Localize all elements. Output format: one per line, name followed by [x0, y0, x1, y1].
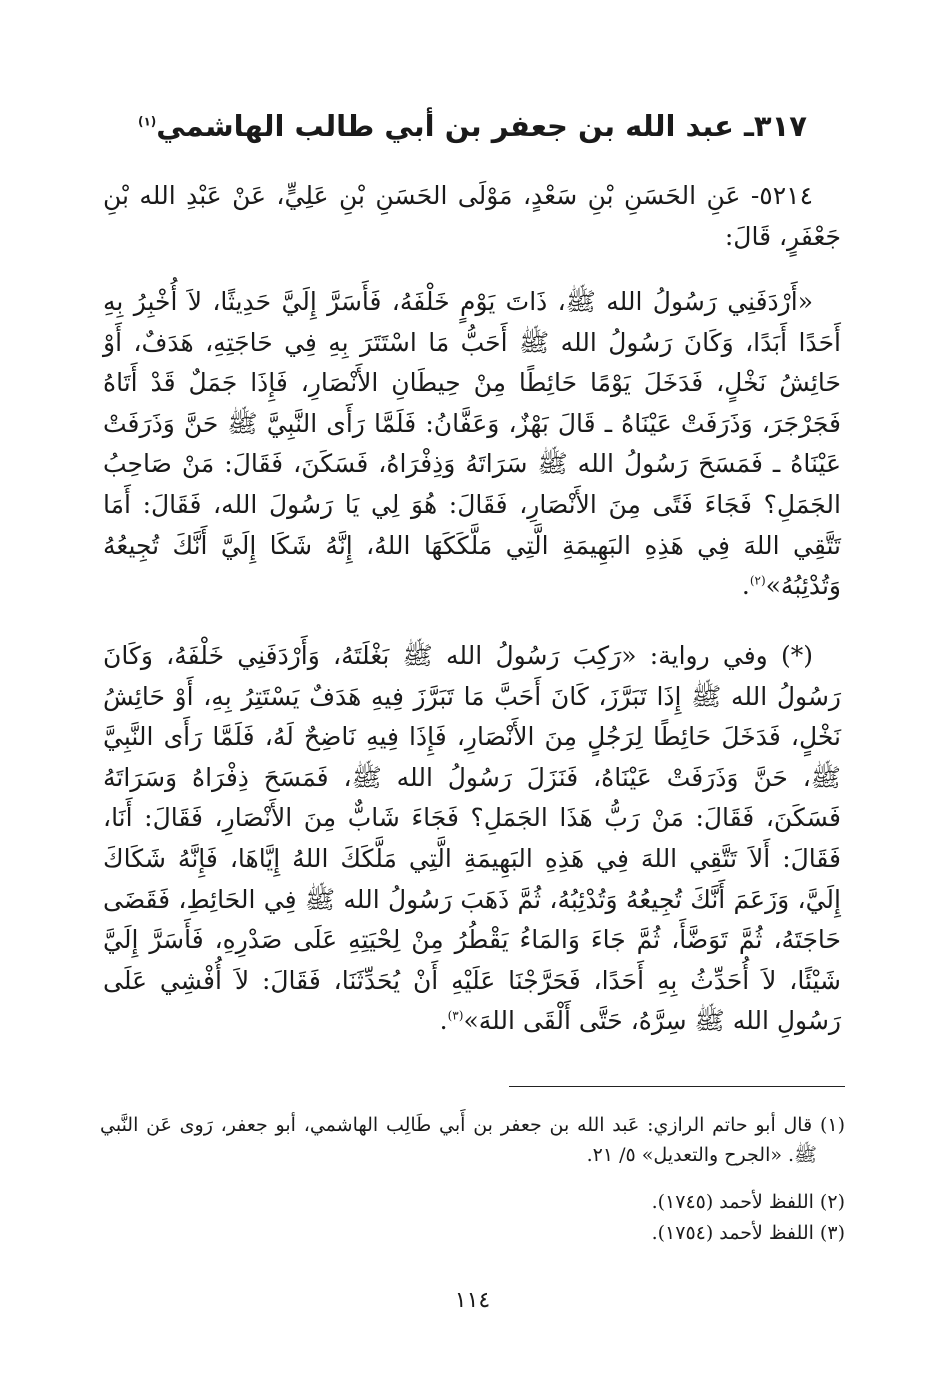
hadith-isnad: [103, 176, 841, 257]
footnote-1-text: (١) قال أبو حاتم الرازي: عَبد الله بن جعفر بن أَبي طَالِب الهاشمي، أبو جعفر، رَوى عَن النَّبي ﷺ. «الجرح والتعديل» ٥/ ٢١.: [100, 1114, 845, 1166]
page-number: ١١٤: [454, 1288, 491, 1313]
alternate-narration: [103, 636, 841, 1042]
heading-title: ٣١٧ـ عبد الله بن جعفر بن أبي طالب الهاشمي: [156, 109, 808, 143]
isnad-paragraph: ٥٢١٤- عَنِ الحَسَنِ بْنِ سَعْدٍ، مَوْلَى الحَسَنِ بْنِ عَلِيٍّ، عَنْ عَبْدِ الله بْنِ جَعْفَرٍ، قَالَ:: [103, 181, 841, 251]
chapter-heading: [100, 104, 845, 148]
footnote-3: [100, 1218, 845, 1248]
footnote-divider: [509, 1086, 845, 1087]
hadith-matn: [103, 282, 841, 607]
matn-text: «أَرْدَفَنِي رَسُولُ الله ﷺ، ذَاتَ يَوْمٍ خَلْفَهُ، فَأَسَرَّ إِلَيَّ حَدِيثًا، لاَ أُخْبِرُ بِهِ أَحَدًا أَبَدًا، وَكَانَ رَسُولُ الله ﷺ أَحَبُّ مَا اسْتَتَرَ بِهِ فِي حَاجَتِهِ، هَدَفٌ، أَوْ حَائِشُ نَخْلٍ، فَدَخَلَ يَوْمًا حَائِطًا مِنْ حِيطَانِ الأَنْصَارِ، فَإِذَا جَمَلٌ قَدْ أَتَاهُ فَجَرْجَرَ، وَذَرَفَتْ عَيْنَاهُ ـ قَالَ بَهْزٌ، وَعَفَّانُ: فَلَمَّا رَأَى النَّبِيَّ ﷺ حَنَّ وَذَرَفَتْ عَيْنَاهُ ـ فَمَسَحَ رَسُولُ الله ﷺ سَرَاتَهُ وَذِفْرَاهُ، فَسَكَنَ، فَقَالَ: مَنْ صَاحِبُ الجَمَلِ؟ فَجَاءَ فَتًى مِنَ الأَنْصَارِ، فَقَالَ: هُوَ لِي يَا رَسُولَ الله، فَقَالَ: أَمَا تَتَّقِي اللهَ فِي هَذِهِ البَهِيمَةِ الَّتِي مَلَّكَكَهَا اللهُ، إِنَّهُ شَكَا إِلَيَّ أَنَّكَ تُجِيعُهُ وَتُدْئِبُهُ»: [103, 287, 842, 601]
narration-paragraph: (*) وفي رواية: «رَكِبَ رَسُولُ الله ﷺ بَغْلَتَهُ، وَأَرْدَفَنِي خَلْفَهُ، وَكَانَ رَسُولُ الله ﷺ إِذَا تَبَرَّزَ، كَانَ أَحَبَّ مَا تَبَرَّزَ فِيهِ هَدَفٌ يَسْتَتِرُ بِهِ، أَوْ حَائِشُ نَخْلٍ، فَدَخَلَ حَائِطًا لِرَجُلٍ مِنَ الأَنْصَارِ، فَإِذَا فِيهِ نَاضِحٌ لَهُ، فَلَمَّا رَأَى النَّبِيَّ ﷺ، حَنَّ وَذَرَفَتْ عَيْنَاهُ، فَنَزَلَ رَسُولُ الله ﷺ، فَمَسَحَ ذِفْرَاهُ وَسَرَاتَهُ فَسَكَنَ، فَقَالَ: مَنْ رَبُّ هَذَا الجَمَلِ؟ فَجَاءَ شَابٌّ مِنَ الأَنْصَارِ، فَقَالَ: أَنَا، فَقَالَ: أَلاَ تَتَّقِي اللهَ فِي هَذِهِ البَهِيمَةِ الَّتِي مَلَّكَكَ اللهُ إِيَّاهَا، فَإِنَّهُ شَكَاكَ إِلَيَّ، وَزَعَمَ أَنَّكَ تُجِيعُهُ وَتُدْئِبُهُ، ثُمَّ ذَهَبَ رَسُولُ الله ﷺ فِي الحَائِطِ، فَقَضَى حَاجَتَهُ، ثُمَّ تَوَضَّأَ، ثُمَّ جَاءَ وَالمَاءُ يَقْطُرُ مِنْ لِحْيَتِهِ عَلَى صَدْرِهِ، فَأَسَرَّ إِلَيَّ شَيْئًا، لاَ أُحَدِّثُ بِهِ أَحَدًا، فَحَرَّجْنَا عَلَيْهِ أَنْ يُحَدِّثَنَا، فَقَالَ: لاَ أُفْشِي عَلَى رَسُولِ الله ﷺ سِرَّهُ، حَتَّى أَلْقَى اللهَ»$^{(٣)}$.: [103, 641, 841, 1036]
footnote-2-text: (٢) اللفظ لأحمد (١٧٤٥).: [651, 1191, 845, 1213]
footnote-2: [100, 1187, 845, 1217]
matn-footnote-ref: (٢): [749, 573, 766, 588]
footnote-3-text: (٣) اللفظ لأحمد (١٧٥٤).: [651, 1222, 845, 1244]
heading-footnote-ref: (١): [137, 114, 157, 129]
narration-text: (*) وفي رواية: «رَكِبَ رَسُولُ الله ﷺ بَغْلَتَهُ، وَأَرْدَفَنِي خَلْفَهُ، وَكَانَ رَسُولُ الله ﷺ إِذَا تَبَرَّزَ، كَانَ أَحَبَّ مَا تَبَرَّزَ فِيهِ هَدَفٌ يَسْتَتِرُ بِهِ، أَوْ حَائِشُ نَخْلٍ، فَدَخَلَ حَائِطًا لِرَجُلٍ مِنَ الأَنْصَارِ، فَإِذَا فِيهِ نَاضِحٌ لَهُ، فَلَمَّا رَأَى النَّبِيَّ ﷺ، حَنَّ وَذَرَفَتْ عَيْنَاهُ، فَنَزَلَ رَسُولُ الله ﷺ، فَمَسَحَ ذِفْرَاهُ وَسَرَاتَهُ فَسَكَنَ، فَقَالَ: مَنْ رَبُّ هَذَا الجَمَلِ؟ فَجَاءَ شَابٌّ مِنَ الأَنْصَارِ، فَقَالَ: أَنَا، فَقَالَ: أَلاَ تَتَّقِي اللهَ فِي هَذِهِ البَهِيمَةِ الَّتِي مَلَّكَكَ اللهُ إِيَّاهَا، فَإِنَّهُ شَكَاكَ إِلَيَّ، وَزَعَمَ أَنَّكَ تُجِيعُهُ وَتُدْئِبُهُ، ثُمَّ ذَهَبَ رَسُولُ الله ﷺ فِي الحَائِطِ، فَقَضَى حَاجَتَهُ، ثُمَّ تَوَضَّأَ، ثُمَّ جَاءَ وَالمَاءُ يَقْطُرُ مِنْ لِحْيَتِهِ عَلَى صَدْرِهِ، فَأَسَرَّ إِلَيَّ شَيْئًا، لاَ أُحَدِّثُ بِهِ أَحَدًا، فَحَرَّجْنَا عَلَيْهِ أَنْ يُحَدِّثَنَا، فَقَالَ: لاَ أُفْشِي عَلَى رَسُولِ الله ﷺ سِرَّهُ، حَتَّى أَلْقَى اللهَ»: [103, 641, 841, 1036]
footnote-1: [100, 1110, 845, 1170]
matn-paragraph: «أَرْدَفَنِي رَسُولُ الله ﷺ، ذَاتَ يَوْمٍ خَلْفَهُ، فَأَسَرَّ إِلَيَّ حَدِيثًا، لاَ أُخْبِرُ بِهِ أَحَدًا أَبَدًا، وَكَانَ رَسُولُ الله ﷺ أَحَبُّ مَا اسْتَتَرَ بِهِ فِي حَاجَتِهِ، هَدَفٌ، أَوْ حَائِشُ نَخْلٍ، فَدَخَلَ يَوْمًا حَائِطًا مِنْ حِيطَانِ الأَنْصَارِ، فَإِذَا جَمَلٌ قَدْ أَتَاهُ فَجَرْجَرَ، وَذَرَفَتْ عَيْنَاهُ ـ قَالَ بَهْزٌ، وَعَفَّانُ: فَلَمَّا رَأَى النَّبِيَّ ﷺ حَنَّ وَذَرَفَتْ عَيْنَاهُ ـ فَمَسَحَ رَسُولُ الله ﷺ سَرَاتَهُ وَذِفْرَاهُ، فَسَكَنَ، فَقَالَ: مَنْ صَاحِبُ الجَمَلِ؟ فَجَاءَ فَتًى مِنَ الأَنْصَارِ، فَقَالَ: هُوَ لِي يَا رَسُولَ الله، فَقَالَ: أَمَا تَتَّقِي اللهَ فِي هَذِهِ البَهِيمَةِ الَّتِي مَلَّكَكَهَا اللهُ، إِنَّهُ شَكَا إِلَيَّ أَنَّكَ تُجِيعُهُ وَتُدْئِبُهُ»$^{(٢)}$.: [103, 287, 842, 601]
narration-footnote-ref: (٣): [447, 1009, 464, 1024]
